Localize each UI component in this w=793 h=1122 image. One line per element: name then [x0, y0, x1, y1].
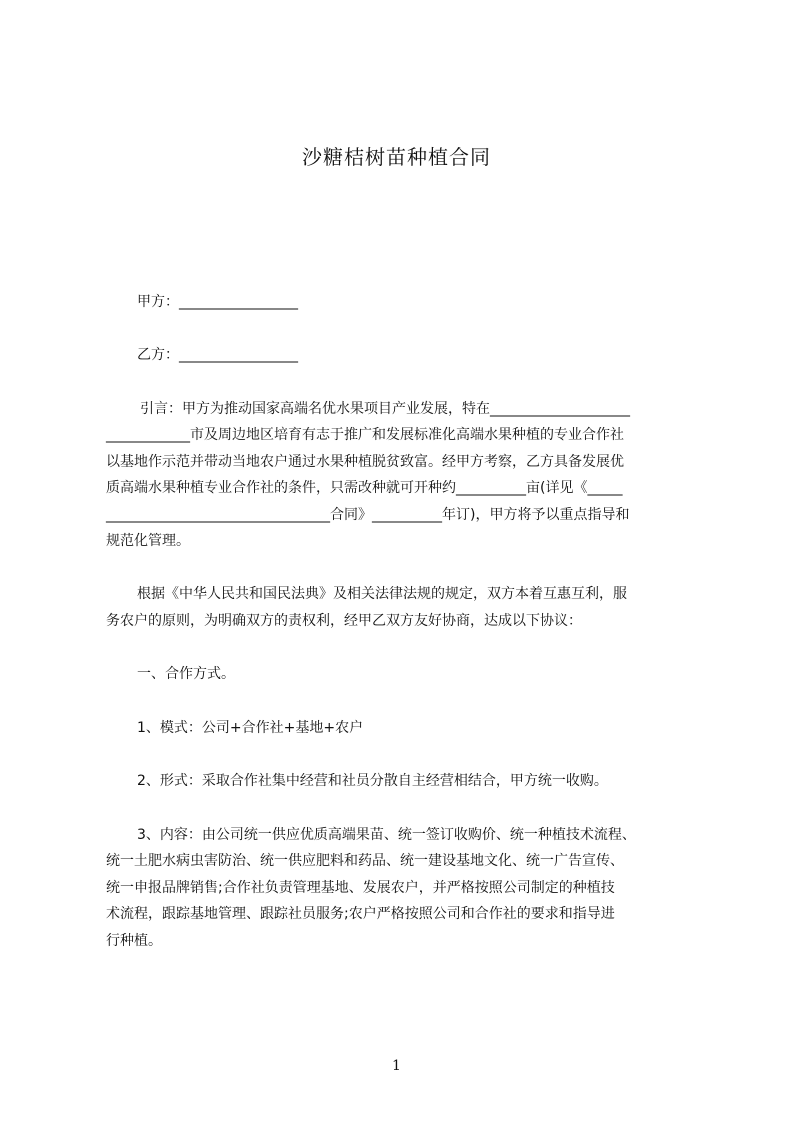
clause-item-2: 2、形式：采取合作社集中经营和社员分散自主经营相结合，甲方统一收购。: [137, 773, 608, 789]
clause-item-3-line: 统一土肥水病虫害防治、统一供应肥料和药品、统一建设基地文化、统一广告宣传、: [106, 853, 624, 869]
intro-line: 质高端水果种植专业合作社的条件，只需改种就可开种约__________亩(详见《_____: [106, 480, 623, 496]
clause-item-3-line: 3、内容：由公司统一供应优质高端果苗、统一签订收购价、统一种植技术流程、: [137, 827, 636, 843]
basis-line: 务农户的原则，为明确双方的责权利，经甲乙双方友好协商，达成以下协议：: [106, 613, 582, 629]
page-number: 1: [392, 1058, 401, 1074]
clause-item-3-line: 统一申报品牌销售;合作社负责管理基地、发展农户，并严格按照公司制定的种植技: [106, 880, 615, 896]
intro-line: ________________________________合同》__________年订)，甲方将予以重点指导和: [106, 507, 630, 523]
intro-line: 引言：甲方为推动国家高端名优水果项目产业发展，特在____________________: [140, 401, 630, 417]
clause-item-3-line: 术流程，跟踪基地管理、跟踪社员服务;农户严格按照公司和合作社的要求和指导进: [106, 906, 615, 922]
party-a-line: 甲方：_________________: [137, 294, 298, 310]
document-title: 沙糖桔树苗种植合同: [302, 145, 491, 169]
clause-item-1: 1、模式：公司+合作社+基地+农户: [137, 720, 364, 736]
basis-line: 根据《中华人民共和国民法典》及相关法律法规的规定，双方本着互惠互利，服: [137, 586, 627, 602]
intro-line: 规范化管理。: [106, 533, 190, 549]
section-heading: 一、合作方式。: [137, 666, 235, 682]
intro-line: ____________市及周边地区培育有志于推广和发展标准化高端水果种植的专业合作社: [106, 427, 624, 443]
party-b-line: 乙方：_________________: [137, 347, 298, 363]
intro-line: 以基地作示范并带动当地农户通过水果种植脱贫致富。经甲方考察，乙方具备发展优: [106, 454, 624, 470]
clause-item-3-line: 行种植。: [106, 933, 162, 949]
